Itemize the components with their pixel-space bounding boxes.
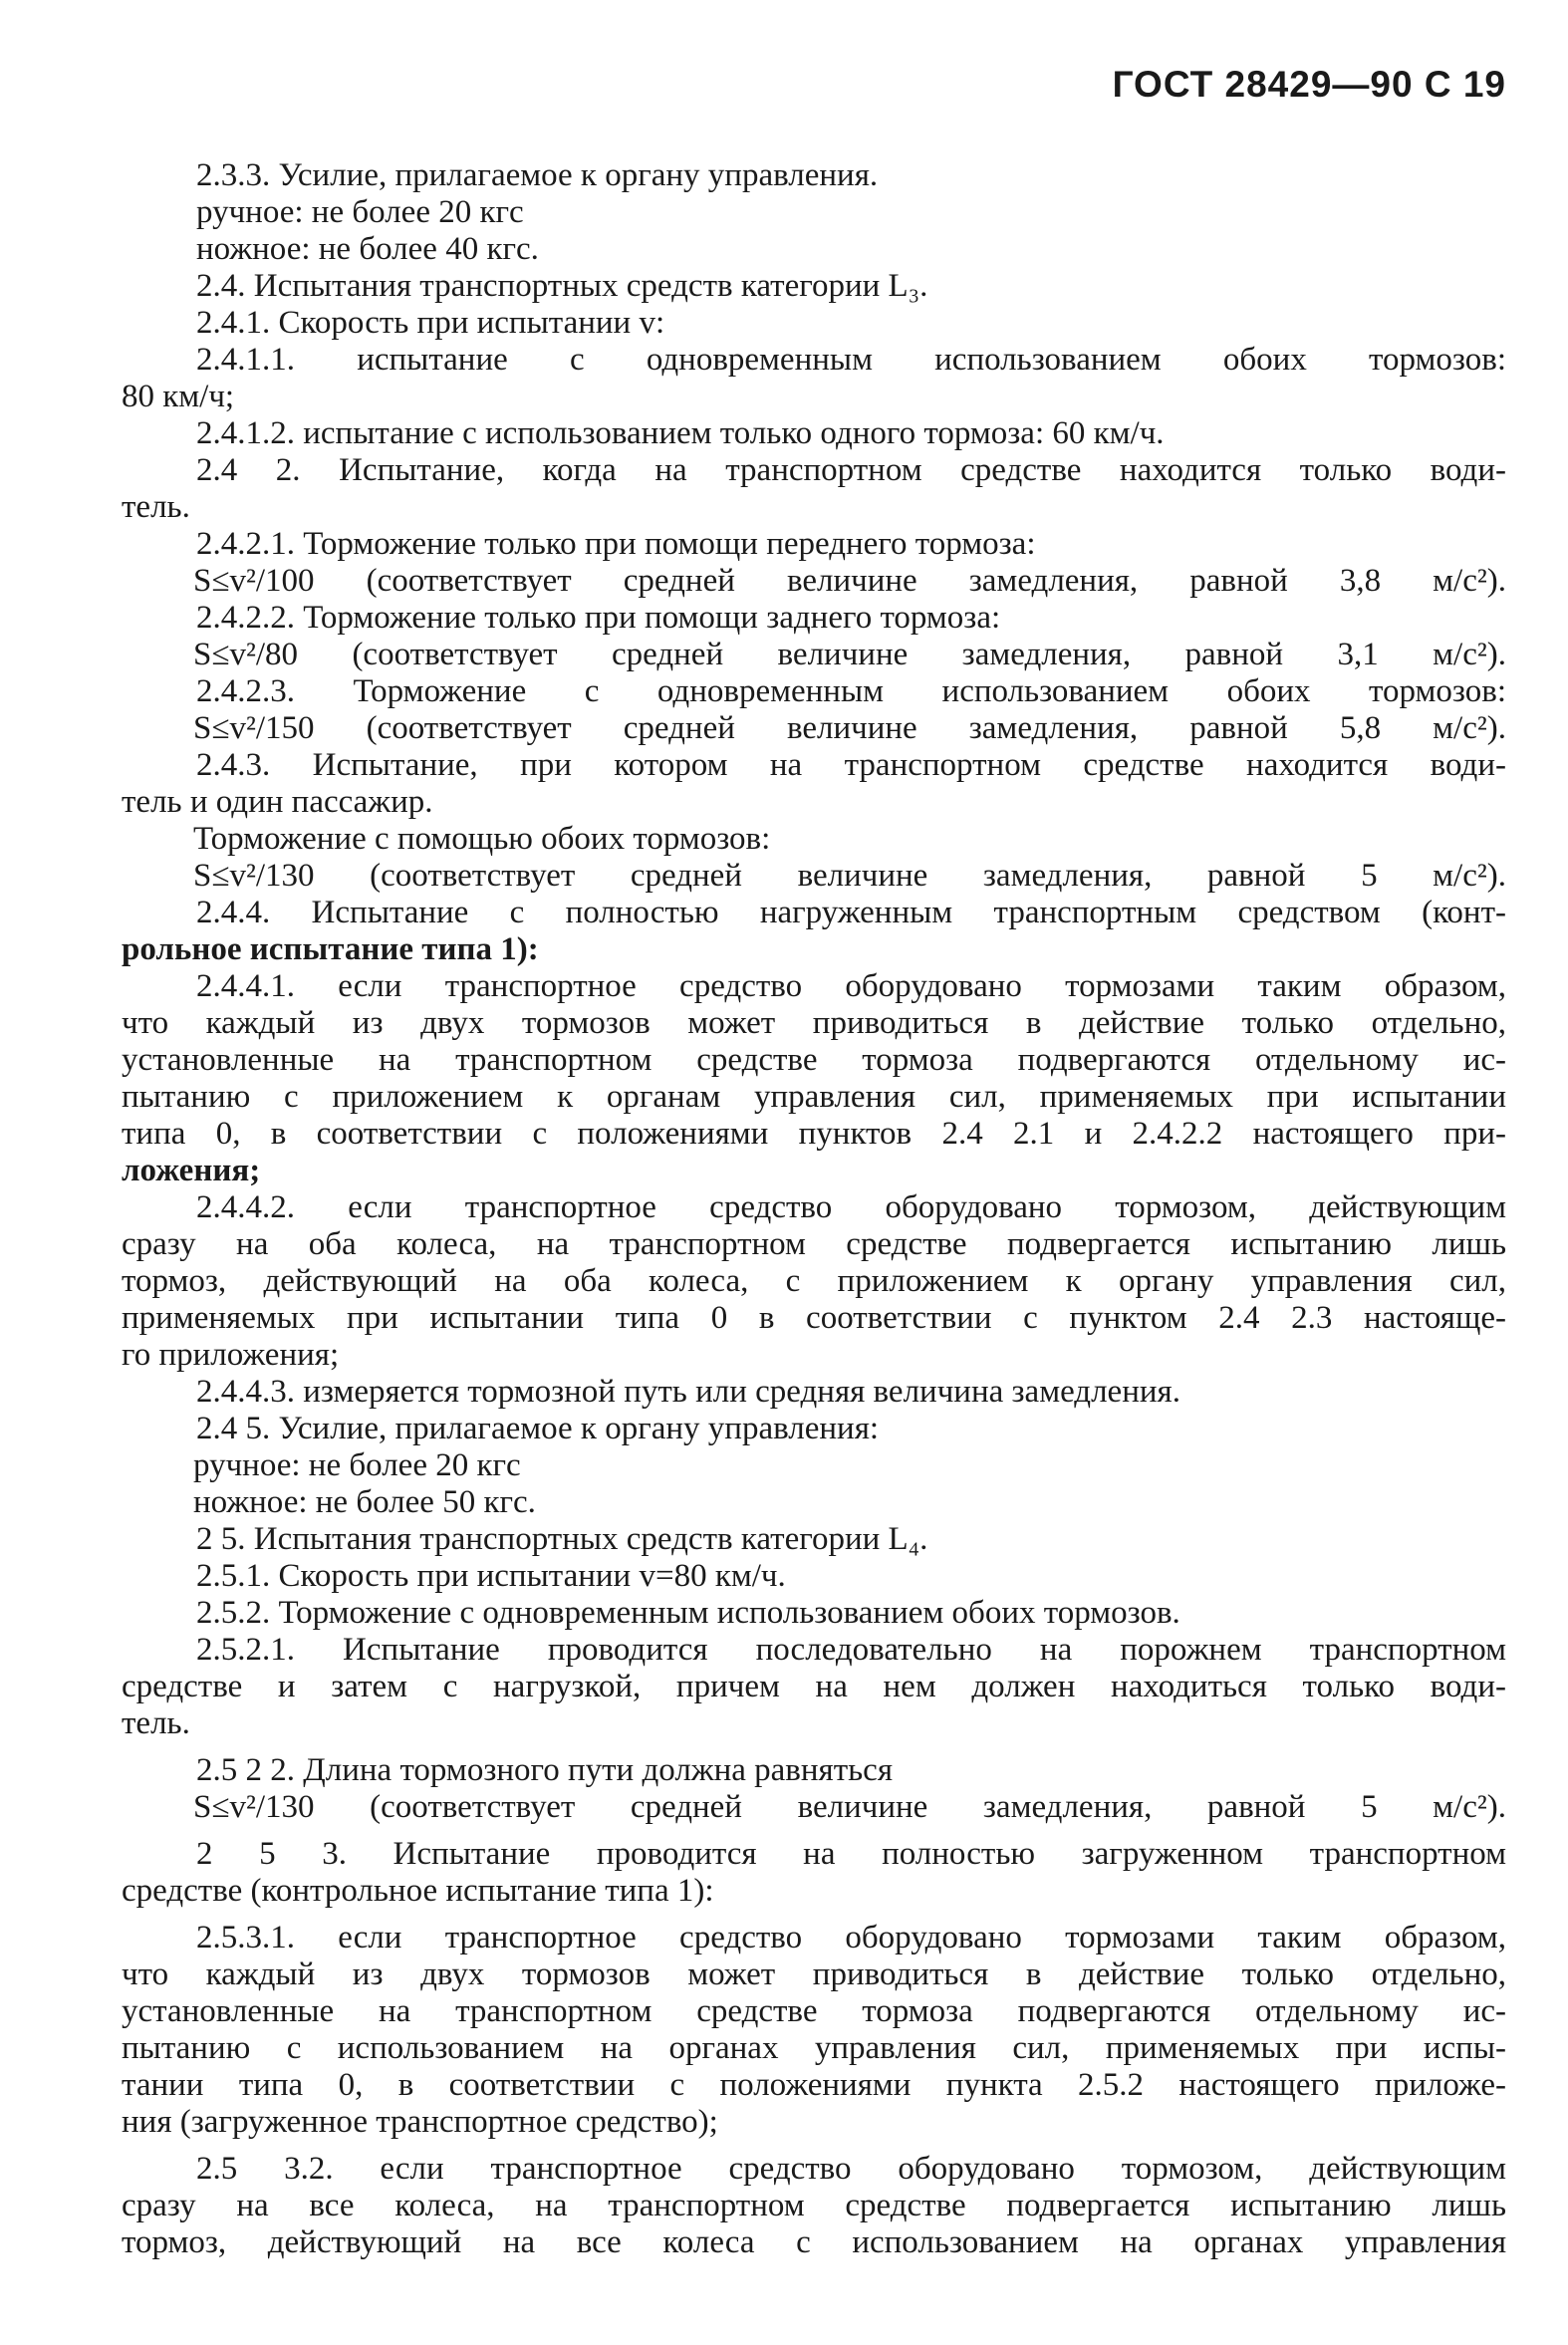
text-line: 2.4.1.2. испытание с использованием только одного тормоза: 60 км/ч. — [196, 415, 1165, 451]
text-line: ручное: не более 20 кгс — [196, 194, 524, 230]
text-line: 2.5.3.1. если транспортное средство оборудовано тормозами таким образом, — [196, 1920, 1506, 1955]
text-line: типа 0, в соответствии с положениями пунктов 2.4 2.1 и 2.4.2.2 настоящего при- — [122, 1116, 1506, 1152]
text-line: 2.4.2.3. Торможение с одновременным использованием обоих тормозов: — [196, 673, 1506, 709]
text-line: ручное: не более 20 кгс — [193, 1447, 521, 1483]
formula-line: S≤v²/130 (соответствует средней величине замедления, равной 5 м/с²). — [193, 1789, 1506, 1825]
text-line: 2.4.4.3. измеряется тормозной путь или средняя величина замедления. — [196, 1374, 1180, 1410]
text-line: Торможение с помощью обоих тормозов: — [193, 821, 771, 857]
text-line: 2.4.2.2. Торможение только при помощи заднего тормоза: — [196, 600, 1001, 636]
text-line: 2.4.3. Испытание, при котором на транспортном средстве находится води- — [196, 747, 1506, 783]
text-line: 2.4.1.1. испытание с одновременным использованием обоих тормозов: — [196, 342, 1506, 378]
text-line: средстве (контрольное испытание типа 1): — [122, 1873, 714, 1909]
formula-line: S≤v²/150 (соответствует средней величине замедления, равной 5,8 м/с²). — [193, 710, 1506, 746]
text-line: 2.4.4.2. если транспортное средство оборудовано тормозом, действующим — [196, 1189, 1506, 1225]
text-line: тормоз, действующий на все колеса с использованием на органах управления — [122, 2224, 1506, 2260]
text-line: сразу на оба колеса, на транспортном средстве подвергается испытанию лишь — [122, 1226, 1506, 1262]
text-line: средстве и затем с нагрузкой, причем на нем должен находиться только води- — [122, 1669, 1506, 1704]
text-line: что каждый из двух тормозов может приводиться в действие только отдельно, — [122, 1956, 1506, 1992]
text-line: применяемых при испытании типа 0 в соответствии с пунктом 2.4 2.3 настояще- — [122, 1300, 1506, 1336]
document-body — [122, 157, 1506, 2261]
text-line: 2.4.4. Испытание с полностью нагруженным транспортным средством (конт- — [196, 895, 1506, 930]
text-line: 2.5 3.2. если транспортное средство оборудовано тормозом, действующим — [196, 2151, 1506, 2187]
text-line: что каждый из двух тормозов может приводиться в действие только отдельно, — [122, 1005, 1506, 1041]
text-line: тель. — [122, 489, 190, 525]
text-line: 2.5 2 2. Длина тормозного пути должна равняться — [196, 1752, 894, 1788]
text-line: 2.4.4.1. если транспортное средство оборудовано тормозами таким образом, — [196, 968, 1506, 1004]
text-line: 2.4. Испытания транспортных средств категории L₃. — [196, 268, 928, 304]
text-line: 2.4.2.1. Торможение только при помощи переднего тормоза: — [196, 526, 1036, 562]
text-line: 2 5. Испытания транспортных средств категории L₄. — [196, 1521, 928, 1557]
text-line: 2.4 2. Испытание, когда на транспортном средстве находится только води- — [196, 452, 1506, 488]
text-line: 2.4.1. Скорость при испытании v: — [196, 305, 665, 341]
formula-line: S≤v²/130 (соответствует средней величине замедления, равной 5 м/с²). — [193, 858, 1506, 894]
text-line: установленные на транспортном средстве тормоза подвергаются отдельному ис- — [122, 1993, 1506, 2029]
text-line: 2 5 3. Испытание проводится на полностью загруженном транспортном — [196, 1836, 1506, 1872]
text-line: сразу на все колеса, на транспортном средстве подвергается испытанию лишь — [122, 2188, 1506, 2223]
text-line: тель. — [122, 1705, 190, 1741]
text-line: тании типа 0, в соответствии с положениями пункта 2.5.2 настоящего приложе- — [122, 2067, 1506, 2103]
formula-line: S≤v²/100 (соответствует средней величине замедления, равной 3,8 м/с²). — [193, 563, 1506, 599]
text-line: 2.5.2. Торможение с одновременным использованием обоих тормозов. — [196, 1595, 1180, 1631]
text-line: ложения; — [122, 1153, 261, 1188]
text-line: пытанию с использованием на органах управления сил, применяемых при испы- — [122, 2030, 1506, 2066]
text-line: ножное: не более 40 кгс. — [196, 231, 539, 267]
text-line: го приложения; — [122, 1337, 340, 1373]
text-line: установленные на транспортном средстве тормоза подвергаются отдельному ис- — [122, 1042, 1506, 1078]
text-line: ния (загруженное транспортное средство); — [122, 2104, 718, 2140]
text-line: 80 км/ч; — [122, 379, 235, 414]
text-line: 2.5.1. Скорость при испытании v=80 км/ч. — [196, 1558, 786, 1594]
text-line: 2.5.2.1. Испытание проводится последовательно на порожнем транспортном — [196, 1632, 1506, 1668]
formula-line: S≤v²/80 (соответствует средней величине замедления, равной 3,1 м/с²). — [193, 637, 1506, 672]
text-line: тель и один пассажир. — [122, 784, 433, 820]
text-line: 2.4 5. Усилие, прилагаемое к органу управления: — [196, 1411, 880, 1446]
page-header: ГОСТ 28429—90 С 19 — [1112, 64, 1506, 105]
text-line: пытанию с приложением к органам управления сил, применяемых при испытании — [122, 1079, 1506, 1115]
text-line: ножное: не более 50 кгс. — [193, 1484, 536, 1520]
text-line: рольное испытание типа 1): — [122, 931, 539, 967]
text-line: тормоз, действующий на оба колеса, с приложением к органу управления сил, — [122, 1263, 1506, 1299]
text-line: 2.3.3. Усилие, прилагаемое к органу управления. — [196, 157, 879, 193]
